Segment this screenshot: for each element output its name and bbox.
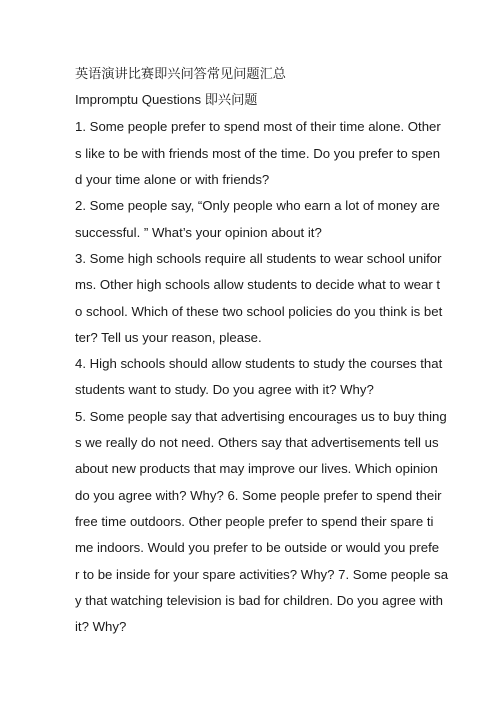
document-title: 英语演讲比赛即兴问答常见问题汇总 (75, 66, 286, 81)
text-line: free time outdoors. Other people prefer to spend their spare ti (75, 514, 434, 529)
text-line: 4. High schools should allow students to study the courses that (75, 356, 443, 371)
text-line: about new products that may improve our lives. Which opinion (75, 461, 438, 476)
text-line: successful. ” What’s your opinion about it? (75, 225, 322, 240)
text-line: ms. Other high schools allow students to decide what to wear t (75, 277, 441, 292)
text-line: do you agree with? Why? 6. Some people prefer to spend their (75, 488, 442, 503)
text-line: d your time alone or with friends? (75, 172, 270, 187)
document-subtitle: Impromptu Questions 即兴问题 (75, 92, 258, 107)
text-line: 1. Some people prefer to spend most of their time alone. Other (75, 119, 441, 134)
text-line: students want to study. Do you agree with it? Why? (75, 382, 374, 397)
text-line: r to be inside for your spare activities? Why? 7. Some people sa (75, 567, 449, 582)
text-line: me indoors. Would you prefer to be outside or would you prefe (75, 540, 440, 555)
text-line: o school. Which of these two school policies do you think is bet (75, 304, 443, 319)
text-line: 2. Some people say, “Only people who earn a lot of money are (75, 198, 440, 213)
text-line: it? Why? (75, 619, 127, 634)
text-line: ter? Tell us your reason, please. (75, 330, 262, 345)
text-line: s like to be with friends most of the time. Do you prefer to spen (75, 146, 441, 161)
text-line: s we really do not need. Others say that advertisements tell us (75, 435, 439, 450)
text-line: 5. Some people say that advertising encourages us to buy thing (75, 409, 447, 424)
text-line: y that watching television is bad for children. Do you agree with (75, 593, 443, 608)
text-line: 3. Some high schools require all students to wear school unifor (75, 251, 442, 266)
